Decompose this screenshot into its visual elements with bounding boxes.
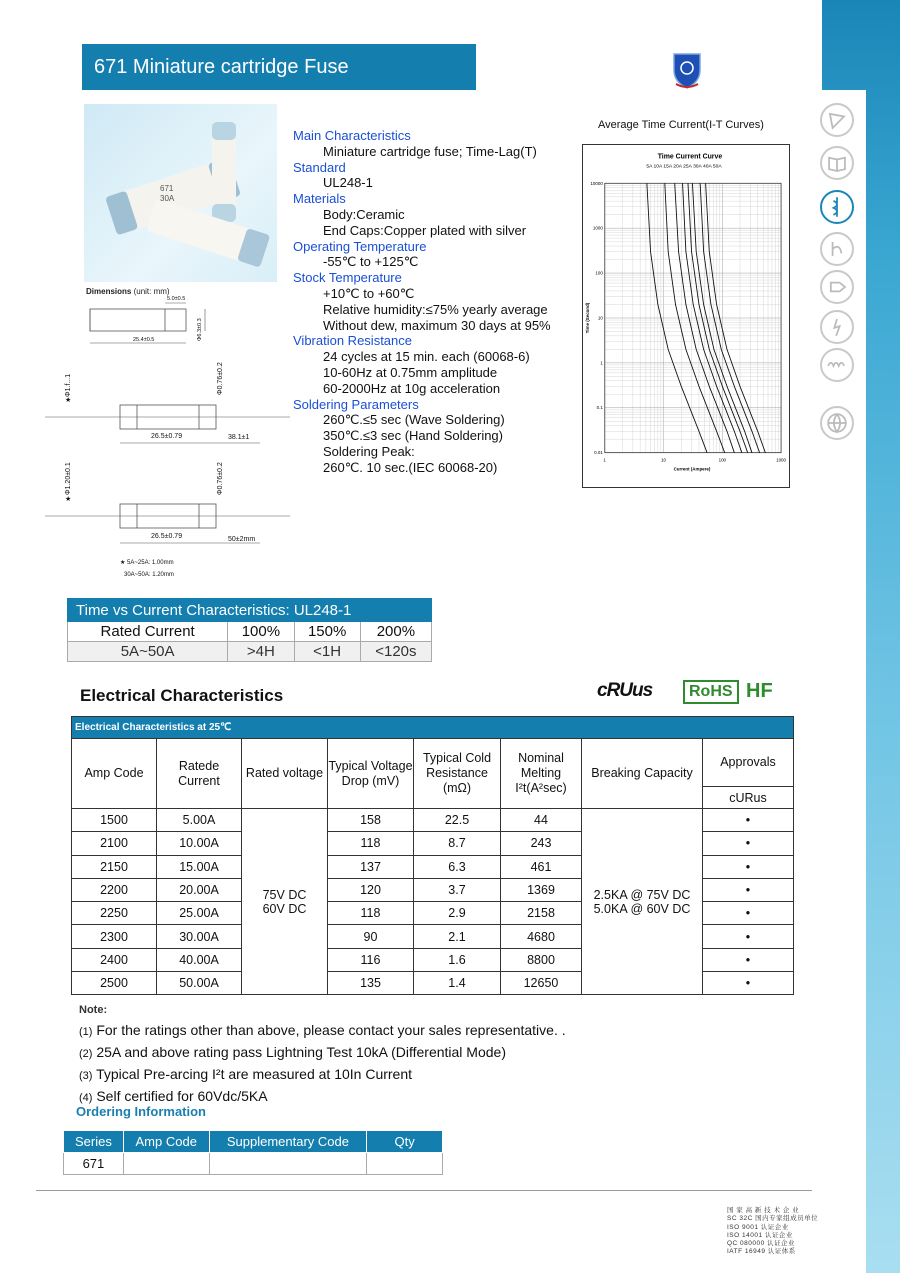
dim-cap-length: 5.0±0.5 <box>167 296 186 302</box>
note-item: (3) Typical Pre-arcing I²t are measured at 10In Current <box>79 1066 413 1082</box>
tc-cell: 5A~50A <box>68 642 228 662</box>
table-cell: 10.00A <box>157 832 242 855</box>
table-cell: 2.1 <box>414 925 501 948</box>
oi-cell[interactable]: 671 <box>64 1153 124 1175</box>
spec-value: Without dew, maximum 30 days at 95% <box>323 317 551 333</box>
dim-lead-body-1: 26.5±0.79 <box>151 433 183 440</box>
table-cell: • <box>703 855 794 878</box>
note-item: (1) For the ratings other than above, please contact your sales representative. . <box>79 1022 566 1038</box>
spec-value: Body:Ceramic <box>323 206 405 222</box>
dim-body-length: 25.4±0.5 <box>133 337 155 343</box>
x-tick-label: 10 <box>661 457 667 463</box>
table-cell: 8800 <box>501 948 582 971</box>
table-cell: 1369 <box>501 878 582 901</box>
table-cell: 5.00A <box>157 809 242 832</box>
table-row <box>72 809 794 832</box>
spec-value: End Caps:Copper plated with silver <box>323 222 527 238</box>
table-cell: 2158 <box>501 902 582 925</box>
oi-cell[interactable] <box>209 1153 367 1175</box>
chart-caption: Average Time Current(I-T Curves) <box>598 119 764 131</box>
y-tick-label: 1000 <box>592 225 603 231</box>
spec-value: -55℃ to +125℃ <box>323 254 419 270</box>
x-axis-label: Current (Ampere) <box>673 466 711 472</box>
table-cell: 2150 <box>72 855 157 878</box>
dim-cap-dia-2: Φ1.20±0.1 <box>65 462 72 495</box>
table-cell: 30.00A <box>157 925 242 948</box>
oi-cell[interactable] <box>123 1153 209 1175</box>
arrow-right-icon <box>820 270 854 304</box>
table-cell: • <box>703 948 794 971</box>
star-icon: ★ <box>65 397 72 404</box>
th-i2t: Nominal Melting I²t(A²sec) <box>501 739 582 809</box>
table-cell: 2500 <box>72 972 157 995</box>
spec-value: 24 cycles at 15 min. each (60068-6) <box>323 349 530 365</box>
hf-mark: HF <box>746 680 773 702</box>
y-tick-label: 0.01 <box>594 450 603 456</box>
notes <box>79 1000 566 1108</box>
table-cell: 44 <box>501 809 582 832</box>
table-cell: 8.7 <box>414 832 501 855</box>
oi-cell[interactable] <box>367 1153 443 1175</box>
star-icon: ★ <box>65 496 72 503</box>
table-cell: 2250 <box>72 902 157 925</box>
main-specs <box>293 128 583 476</box>
table-cell: • <box>703 832 794 855</box>
table-cell: 15.00A <box>157 855 242 878</box>
table-cell: 118 <box>328 832 414 855</box>
table-cell: 1.6 <box>414 948 501 971</box>
globe-icon <box>820 406 854 440</box>
footer-divider <box>36 1190 812 1191</box>
tc-header: Rated Current <box>68 622 228 642</box>
photo-label-rating: 30A <box>160 194 175 203</box>
oi-header: Amp Code <box>123 1131 209 1153</box>
y-tick-label: 10000 <box>590 180 603 186</box>
ordering-title: Ordering Information <box>76 1104 206 1119</box>
tc-cell: <1H <box>294 642 360 662</box>
table-cell: • <box>703 902 794 925</box>
dim-cap-dia-1: Φ1.f...1 <box>65 373 72 397</box>
page-title: 671 Miniature cartridge Fuse <box>82 44 476 90</box>
y-tick-label: 1 <box>600 360 603 366</box>
table-cell: 1.4 <box>414 972 501 995</box>
book-icon <box>820 146 854 180</box>
spec-value: Soldering Peak: <box>323 443 415 459</box>
table-cell: 135 <box>328 972 414 995</box>
electrical-caption: Electrical Characteristics at 25℃ <box>72 717 794 739</box>
breaking-capacity-cell: 2.5KA @ 75V DC 5.0KA @ 60V DC <box>582 809 703 995</box>
th-rated-current: Ratede Current <box>157 739 242 809</box>
table-cell: • <box>703 809 794 832</box>
th-breaking: Breaking Capacity <box>582 739 703 809</box>
spec-heading: Main Characteristics <box>293 128 411 143</box>
spec-value: Relative humidity:≤75% yearly average <box>323 301 548 317</box>
table-cell: 22.5 <box>414 809 501 832</box>
curve-labels: 5A 10A 15A 20A 25A 30A 40A 50A <box>646 164 722 170</box>
table-cell: 20.00A <box>157 878 242 901</box>
tc-cell: >4H <box>228 642 294 662</box>
spec-value: UL248-1 <box>323 175 373 191</box>
ordering-table <box>63 1130 443 1175</box>
table-cell: 461 <box>501 855 582 878</box>
dim-lead-dia-1: Φ0.76±0.2 <box>217 362 224 395</box>
oi-header: Supplementary Code <box>209 1131 367 1153</box>
table-cell: 2200 <box>72 878 157 901</box>
table-cell: 2100 <box>72 832 157 855</box>
spec-value: 350℃.≤3 sec (Hand Soldering) <box>323 428 503 444</box>
table-cell: 2.9 <box>414 902 501 925</box>
spark-icon <box>820 310 854 344</box>
product-photo <box>84 104 277 282</box>
th-rated-voltage: Rated voltage <box>242 739 328 809</box>
fuse-icon <box>820 190 854 224</box>
note-item: (4) Self certified for 60Vdc/5KA <box>79 1088 268 1104</box>
coil-icon <box>820 348 854 382</box>
y-tick-label: 10 <box>597 315 603 321</box>
spec-value: 260℃. 10 sec.(IEC 60068-20) <box>323 459 498 475</box>
x-tick-label: 100 <box>718 457 727 463</box>
tc-cell: <120s <box>360 642 431 662</box>
table-cell: • <box>703 925 794 948</box>
rohs-mark: RoHS <box>683 680 739 704</box>
table-cell: 40.00A <box>157 948 242 971</box>
table-cell: 118 <box>328 902 414 925</box>
side-decoration-inner <box>822 90 866 1273</box>
table-cell: 243 <box>501 832 582 855</box>
time-current-svg <box>583 145 789 487</box>
table-cell: 2400 <box>72 948 157 971</box>
shield-logo-icon <box>670 50 704 90</box>
spec-heading: Materials <box>293 191 346 207</box>
note-item: (2) 25A and above rating pass Lightning Test 10kA (Differential Mode) <box>79 1044 506 1060</box>
spec-heading: Operating Temperature <box>293 238 427 254</box>
dimension-drawing <box>45 295 290 585</box>
th-voltage-drop: Typical Voltage Drop (mV) <box>328 739 414 809</box>
dim-lead-length-1: 38.1±1 <box>228 434 250 441</box>
table-cell: 120 <box>328 878 414 901</box>
tc-header: 100% <box>228 622 294 642</box>
table-cell: 1500 <box>72 809 157 832</box>
triangle-icon <box>820 103 854 137</box>
y-tick-label: 0.1 <box>596 405 603 411</box>
spec-value: 60-2000Hz at 10g acceleration <box>323 380 501 396</box>
dim-note-2: 30A~50A: 1.20mm <box>124 572 174 578</box>
footer-certifications: 国 家 高 新 技 术 企 业 SC 32C 国内专家组成员单位 ISO 9001 认证企业 ISO 14001 认证企业 QC 080000 认证企业 IATF 16949 认证体系 <box>727 1207 819 1256</box>
th-cold-resistance: Typical Cold Resistance (mΩ) <box>414 739 501 809</box>
electrical-table <box>71 716 794 995</box>
tc-header: 200% <box>360 622 431 642</box>
spec-value: +10℃ to +60℃ <box>323 285 415 301</box>
spec-heading: Vibration Resistance <box>293 333 412 349</box>
table-cell: 158 <box>328 809 414 832</box>
table-cell: • <box>703 972 794 995</box>
table-cell: • <box>703 878 794 901</box>
spec-heading: Soldering Parameters <box>293 396 419 412</box>
spec-heading: Standard <box>293 159 346 175</box>
time-current-chart <box>582 144 790 488</box>
spec-value: Miniature cartridge fuse; Time-Lag(T) <box>323 143 537 159</box>
notes-heading: Note: <box>79 1004 108 1016</box>
y-axis-label: Time (Second) <box>584 302 590 334</box>
table-cell: 4680 <box>501 925 582 948</box>
time-current-table <box>67 598 432 662</box>
chart-title: Time Current Curve <box>657 153 723 161</box>
spec-heading: Stock Temperature <box>293 270 402 286</box>
table-cell: 12650 <box>501 972 582 995</box>
x-tick-label: 1000 <box>776 457 787 463</box>
tc-header: 150% <box>294 622 360 642</box>
rated-voltage-cell: 75V DC 60V DC <box>242 809 328 995</box>
table-cell: 90 <box>328 925 414 948</box>
table-cell: 3.7 <box>414 878 501 901</box>
dim-lead-length-2: 50±2mm <box>228 536 256 543</box>
table-cell: 137 <box>328 855 414 878</box>
ul-cert-mark: cRUus <box>597 680 653 701</box>
time-current-title: Time vs Current Characteristics: UL248-1 <box>68 599 432 622</box>
table-cell: 116 <box>328 948 414 971</box>
dim-lead-dia-2: Φ0.76±0.2 <box>217 462 224 495</box>
y-tick-label: 100 <box>595 270 603 276</box>
table-cell: 25.00A <box>157 902 242 925</box>
table-cell: 6.3 <box>414 855 501 878</box>
oi-header: Qty <box>367 1131 443 1153</box>
th-approvals: Approvals <box>703 739 794 787</box>
photo-label-series: 671 <box>160 184 174 193</box>
dim-note-1: ★ 5A~25A: 1.00mm <box>120 560 174 566</box>
th-amp-code: Amp Code <box>72 739 157 809</box>
electrical-title: Electrical Characteristics <box>80 686 284 705</box>
spec-value: 260℃.≤5 sec (Wave Soldering) <box>323 412 505 428</box>
table-cell: 2300 <box>72 925 157 948</box>
component-icon <box>820 232 854 266</box>
dim-lead-body-2: 26.5±0.79 <box>151 533 183 540</box>
th-curus: cURus <box>703 787 794 809</box>
dimensions-label: Dimensions (unit: mm) <box>86 287 170 296</box>
x-tick-label: 1 <box>603 457 607 463</box>
dim-diameter: Φ6.3±0.3 <box>197 318 203 341</box>
oi-header: Series <box>64 1131 124 1153</box>
table-cell: 50.00A <box>157 972 242 995</box>
spec-value: 10-60Hz at 0.75mm amplitude <box>323 364 498 380</box>
